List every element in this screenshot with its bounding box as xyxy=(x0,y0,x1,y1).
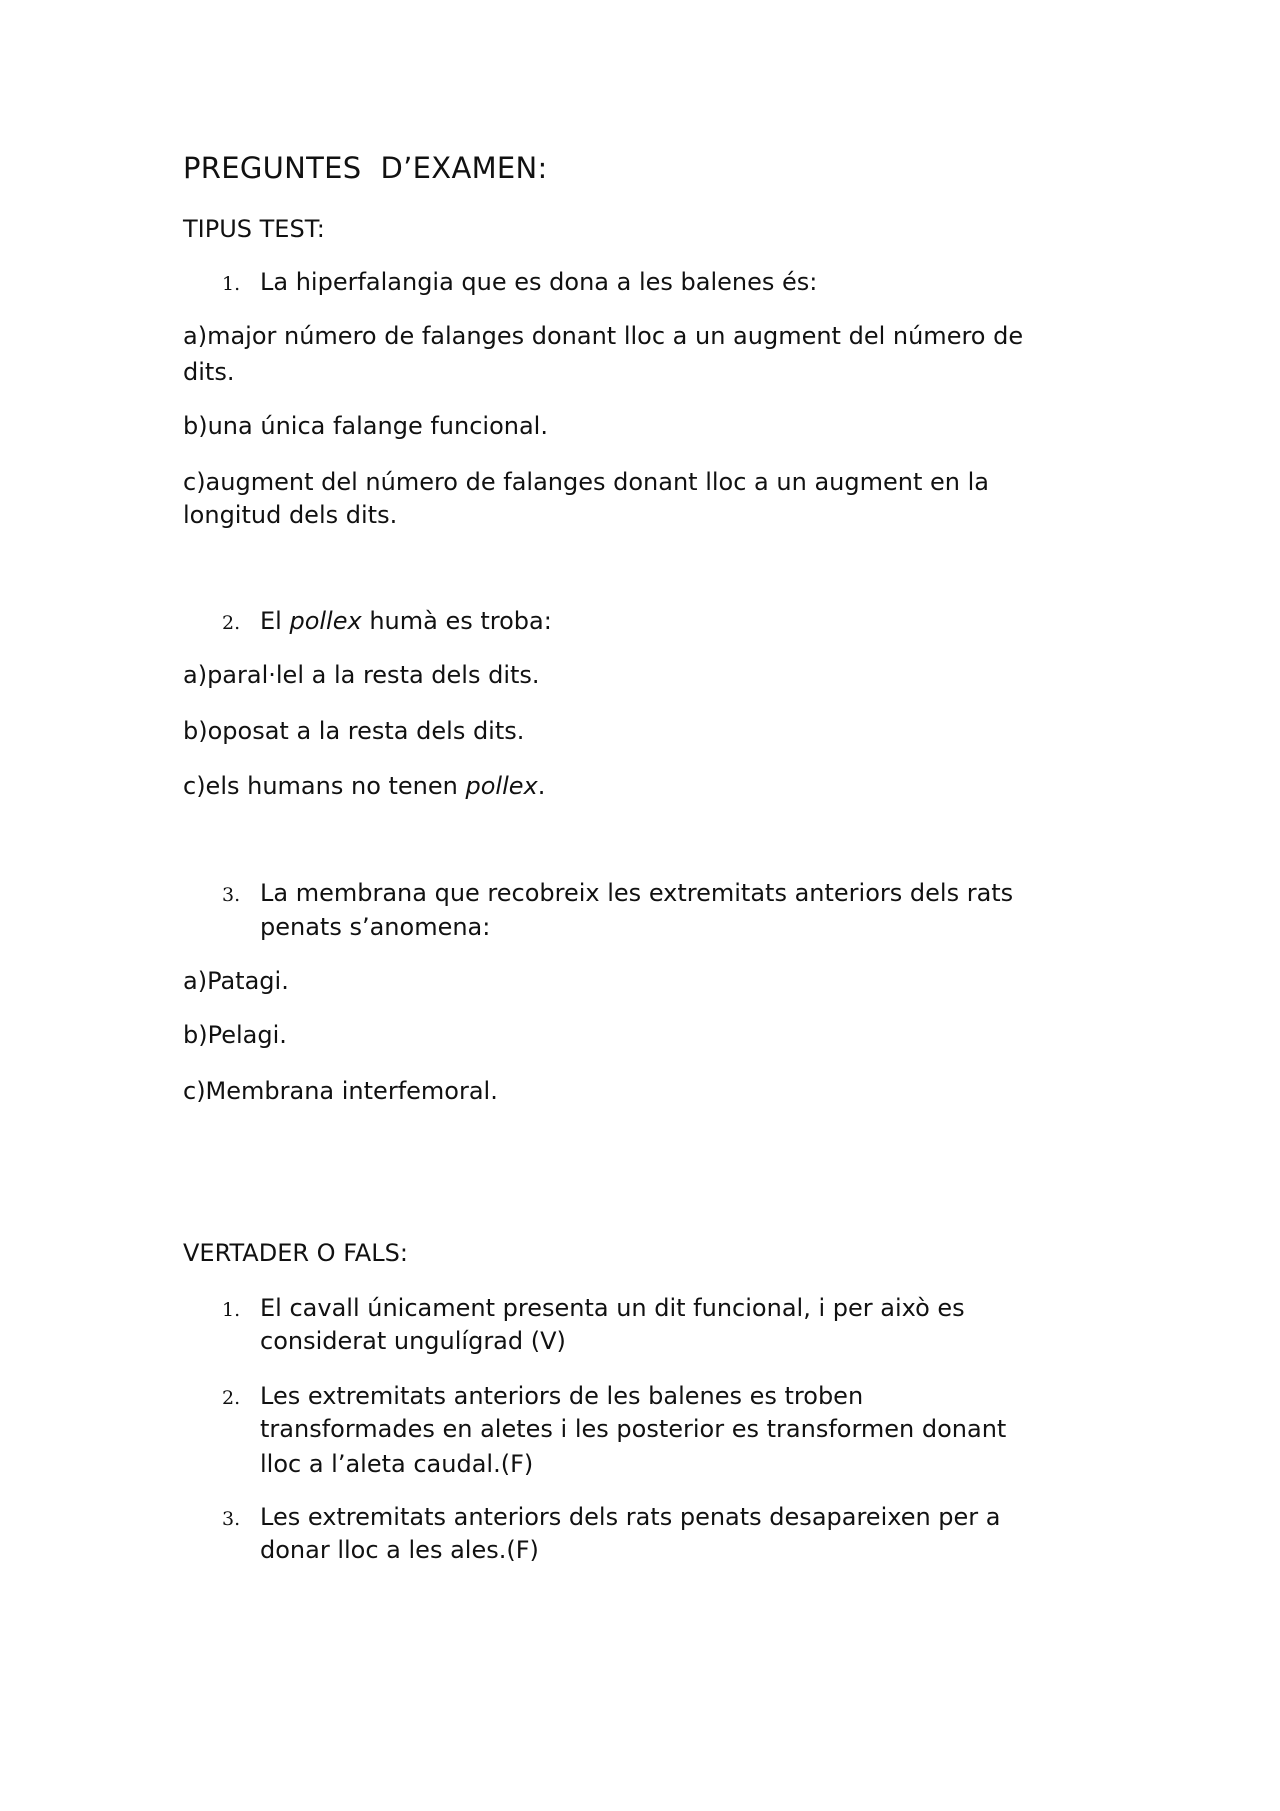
question-number: 2. xyxy=(222,612,241,634)
statement-text-continued: donar lloc a les ales.(F) xyxy=(260,1536,539,1564)
test-section-heading: TIPUS TEST: xyxy=(183,215,325,243)
question-text: La membrana que recobreix les extremitats anteriors dels rats xyxy=(260,879,1014,907)
statement-text-continued: transformades en aletes i les posterior es transformen donant xyxy=(260,1415,1007,1443)
question-text: La hiperfalangia que es dona a les balenes és: xyxy=(260,268,818,296)
question-text-part: humà es troba: xyxy=(361,607,552,635)
answer-option: b)oposat a la resta dels dits. xyxy=(183,717,525,745)
answer-option-continued: dits. xyxy=(183,358,235,386)
answer-option: a)Patagi. xyxy=(183,967,289,995)
question-number: 3. xyxy=(222,884,241,906)
answer-option-italic: pollex xyxy=(465,772,538,800)
question-number: 1. xyxy=(222,273,241,295)
answer-option: c)augment del número de falanges donant lloc a un augment en la xyxy=(183,468,989,496)
answer-option: a)major número de falanges donant lloc a un augment del número de xyxy=(183,322,1024,350)
statement-text-continued: lloc a l’aleta caudal.(F) xyxy=(260,1450,534,1478)
statement-text-continued: considerat ungulígrad (V) xyxy=(260,1327,566,1355)
answer-option: c)Membrana interfemoral. xyxy=(183,1077,498,1105)
statement-text: Les extremitats anteriors de les balenes es troben xyxy=(260,1382,864,1410)
statement-number: 1. xyxy=(222,1299,241,1321)
question-text-italic: pollex xyxy=(289,607,362,635)
answer-option: b)Pelagi. xyxy=(183,1021,287,1049)
answer-option-continued: longitud dels dits. xyxy=(183,501,398,529)
question-text xyxy=(260,604,552,638)
question-text-continued: penats s’anomena: xyxy=(260,913,491,941)
statement-text: Les extremitats anteriors dels rats penats desapareixen per a xyxy=(260,1503,1001,1531)
true-false-section-heading: VERTADER O FALS: xyxy=(183,1239,408,1267)
statement-number: 2. xyxy=(222,1387,241,1409)
document-title: PREGUNTES D’EXAMEN: xyxy=(183,151,548,185)
answer-option xyxy=(183,769,545,803)
question-text-part: El xyxy=(260,607,290,635)
answer-option-part: . xyxy=(537,772,546,800)
answer-option: a)paral·lel a la resta dels dits. xyxy=(183,661,540,689)
answer-option-part: c)els humans no tenen xyxy=(183,772,466,800)
statement-number: 3. xyxy=(222,1508,241,1530)
statement-text: El cavall únicament presenta un dit funcional, i per això es xyxy=(260,1294,965,1322)
answer-option: b)una única falange funcional. xyxy=(183,412,548,440)
